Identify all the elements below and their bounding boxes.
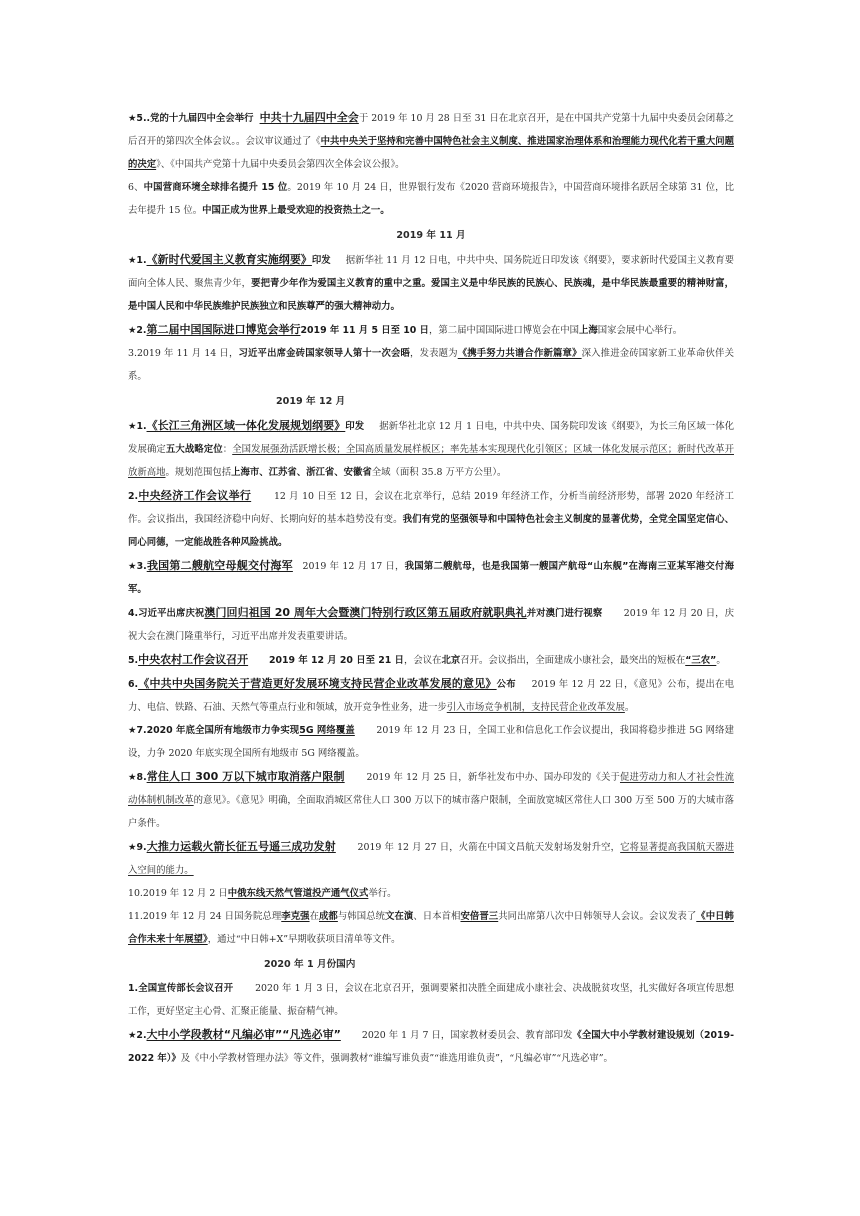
text-body-1: 2019 年 12 月 23 日，全国工业和信息化工作会议提出，我国将稳步推进 5G 网络建设，力争 2020 年底实现全国所有地级市 5G 网络覆盖。 (128, 725, 734, 759)
text-body-2: 及《中小学教材管理办法》等文件，强调教材“谁编写谁负责”“谁选用谁负责”，“凡编必审”“凡选必审”。 (180, 1053, 613, 1064)
text-bold-2: 《携手努力共谱合作新篇章》 (457, 348, 582, 359)
news-item (128, 484, 734, 554)
text-body-1: ，会议在 (403, 655, 442, 666)
text-bold-1: 五大战略定位 (165, 444, 223, 455)
text-bold-u: 5G 网络覆盖 (299, 725, 355, 736)
text-bold-1: 我国第二艘航母，也是我国第一艘国产航母“山东舰”在海南三亚某军港交付海军。 (128, 561, 735, 595)
news-item (128, 601, 734, 648)
text-num: 6、 (128, 182, 144, 193)
text-bold-u: “三农” (685, 655, 717, 666)
text-num: 2. (128, 491, 139, 502)
text-body-2: 》、《中国共产党第十九届中央委员会第四次全体会议公报》。 (156, 159, 405, 170)
document-page (128, 106, 734, 1070)
news-item (128, 719, 734, 765)
text-bold-1: 习近平出席金砖国家领导人第十一次会晤 (238, 348, 411, 359)
text-title: 澳门回归祖国 20 周年大会暨澳门特别行政区第五届政府就职典礼 (204, 606, 527, 619)
text-num: 1. (128, 983, 139, 994)
text-title: 《长江三角洲区域一体化发展规划纲要》 (146, 419, 346, 432)
text-title: 大中小学段教材“凡编必审”“凡选必审” (146, 1028, 341, 1041)
text-bold-2: 爱国主义是中华民族的民族心、民族魂，是中华民族最重要的精神财富，是中国人民和中华民族维护民族独立和民族尊严的强大精神动力。 (128, 278, 734, 312)
text-u-1: 它将显著提高我国航天器进入空间的能力。 (128, 842, 735, 876)
news-item (128, 977, 734, 1023)
text-num: ★7. (128, 725, 147, 736)
text-body-1: 2020 年 1 月 3 日，会议在北京召开，强调要紧扣决胜全面建成小康社会、决战脱贫攻坚，扎实做好各项宣传思想工作，更好坚定主心骨、汇聚正能量、振奋精气神。 (128, 983, 734, 1017)
text-body-3: 国家会展中心举行。 (597, 325, 683, 336)
text-body-1: 2019 年 11 月 14 日， (136, 348, 239, 359)
text-num: ★1. (128, 421, 147, 432)
section-heading-dec-2019: 2019 年 12 月 (276, 396, 346, 407)
text-title: 《新时代爱国主义教育实施纲要》 (146, 253, 312, 266)
text-num: ★1. (128, 255, 147, 266)
text-body-2: 在 (309, 911, 319, 922)
text-body-1: 2019 年 12 月 27 日，火箭在中国文昌航天发射场发射升空， (357, 842, 621, 853)
text-bold-1: 中国正成为世界上最受欢迎的投资热土之一。 (202, 205, 390, 216)
text-bold-1: 2019 年 12 月 20 日至 21 日 (268, 655, 404, 666)
text-body-2: ： (222, 444, 233, 455)
text-body-2: ，第二届中国国际进口博览会在中国 (428, 325, 579, 336)
text-bold-1: 文在演 (385, 911, 414, 922)
text-body-3: 。 (716, 655, 726, 666)
text-bold-1: 上海 (578, 325, 598, 336)
text-body-1: 2019 年 11 月 5 日至 10 日 (300, 325, 429, 336)
text-bold-u1: 李克强 (281, 911, 310, 922)
text-bold-1: 要把青少年作为爱国主义教育的重中之重。 (251, 278, 432, 289)
text-u-1: 全国发展强劲活跃增长极；全国高质量发展样板区；率先基本实现现代化引领区；区域一体化发展示范区；新时代改革开放新高地 (128, 444, 734, 478)
news-item (128, 672, 734, 719)
text-body-6: ，通过“中日韩+X”早期收获项目清单等文件。 (207, 934, 401, 945)
text-body-1: 2019 年 12 月 20 日，庆祝大会在澳门隆重举行，习近平出席并发表重要讲话。 (128, 608, 734, 642)
text-bold-u3: 安倍晋三 (460, 911, 499, 922)
text-body-1: 于 2019 年 10 月 28 日至 31 日在北京召开，是在中国共产党第十九届中央委员会闭幕之后召开的第四次全体会议。。会议审议通过了《 (128, 113, 734, 147)
news-item (128, 648, 734, 672)
news-item (128, 248, 734, 318)
text-title-suffix: 公布 (496, 679, 516, 690)
text-bold-u: 中俄东线天然气管道投产通气仪式 (227, 888, 369, 899)
text-body-3: 与韩国总统 (337, 911, 386, 922)
text-body-2: 举行。 (368, 888, 397, 899)
text-title-pre: 党的十九届四中全会举行 (150, 113, 254, 124)
text-body-1: 2019 年 12 月 17 日， (302, 561, 405, 572)
text-num: ★2. (128, 1030, 147, 1041)
text-body-1: 2019 年 12 月 2 日 (142, 888, 228, 899)
text-title: 常住人口 300 万以下城市取消落户限制 (146, 770, 345, 783)
news-item (128, 882, 734, 905)
text-title: 中央经济工作会议举行 (138, 489, 252, 502)
news-item (128, 765, 734, 835)
text-num: ★8. (128, 772, 147, 783)
text-bold-1: 《全国大中小学教材建设规划（2019-2022 年）》 (128, 1030, 734, 1064)
text-num: 6. (128, 679, 139, 690)
text-num: ★5.. (128, 113, 151, 124)
text-num: 11. (128, 911, 143, 922)
text-body-3: 深入推进金砖国家新工业革命伙伴关系。 (128, 348, 734, 382)
text-bold-u4: 《中日韩合作未来十年展望》 (128, 911, 734, 945)
text-bold-1: 2020 年底全国所有地级市力争实现 (146, 725, 300, 736)
text-body-2: 。 (624, 702, 635, 713)
text-title-pre: 中国营商环境全球排名提升 15 位 (143, 182, 288, 193)
text-body-1: 。2019 年 10 月 24 日，世界银行发布《2020 营商环境报告》，中国营商环境排名跃居全球第 31 位，比去年提升 15 位。 (128, 182, 735, 216)
text-body-1: 2019 年 12 月 24 日国务院总理 (142, 911, 282, 922)
text-title: 大推力运载火箭长征五号遥三成功发射 (146, 840, 336, 853)
text-title: 第二届中国国际进口博览会举行 (146, 323, 301, 336)
text-num: 5. (128, 655, 139, 666)
news-item (128, 835, 734, 882)
text-title-suffix: 并对澳门进行视察 (526, 608, 603, 619)
text-bold-title-1: 中共中央关于坚持和完善中国特色社会主义制度、推进国家治理体系和治理能力现代化若干重大问题的决定 (128, 136, 734, 170)
text-body-5: 共同出席第八次中日韩领导人会议。会议发表了 (498, 911, 697, 922)
news-item (128, 106, 734, 176)
text-bold-2: 上海市、江苏省、浙江省、安徽省 (231, 467, 372, 478)
news-item (128, 318, 734, 342)
text-body-1: 2019 年 12 月 25 日，新华社发布中办、国办印发的《关于 (366, 772, 620, 783)
news-item (128, 414, 734, 484)
text-title-suffix: 印发 (345, 421, 365, 432)
text-title-suffix: 印发 (311, 255, 331, 266)
text-body-1: 2020 年 1 月 7 日，国家教材委员会、教育部印发 (361, 1030, 573, 1041)
section-heading-nov-2019: 2019 年 11 月 (396, 230, 466, 241)
text-body-2: ，发表题为 (410, 348, 458, 359)
news-item (128, 554, 734, 601)
section-heading-jan-2020: 2020 年 1 月份国内 (264, 959, 356, 970)
text-body-1: 据新华社北京 12 月 1 日电，中共中央、国务院印发该《纲要》，为长三角区域一体化发展确定 (128, 421, 735, 455)
news-item (128, 905, 734, 951)
news-item (128, 176, 734, 222)
text-body-2: 召开。会议指出，全面建成小康社会，最突出的短板在 (460, 655, 686, 666)
text-num: ★2. (128, 325, 147, 336)
text-title: 全国宣传部长会议召开 (138, 983, 234, 994)
text-num: 10. (128, 888, 143, 899)
text-u-1: 促进劳动力和人才社会性流动体制机制改革 (128, 772, 734, 806)
text-num: ★9. (128, 842, 147, 853)
text-title: 中央农村工作会议召开 (138, 653, 249, 666)
text-bold-1: 我们有党的坚强领导和中国特色社会主义制度的显著优势，全党全国坚定信心、同心同德，一定能战胜各种风险挑战。 (128, 514, 734, 548)
text-body-1: 2019 年 12 月 22 日，《意见》公布，提出在电力、电信、铁路、石油、天然气等重点行业和领域，放开竞争性业务，进一步 (128, 679, 734, 713)
text-title: 我国第二艘航空母舰交付海军 (146, 559, 293, 572)
news-item (128, 1023, 734, 1070)
text-num: ★3. (128, 561, 147, 572)
text-body-4: 、日本首相 (413, 911, 461, 922)
text-u-1: 引入市场竞争机制，支持民营企业改革发展 (446, 702, 625, 713)
text-title: 中共十九届四中全会 (259, 111, 359, 124)
text-body-1: 12 月 10 日至 12 日，会议在北京举行，总结 2019 年经济工作，分析当前经济形势，部署 2020 年经济工作。会议指出，我国经济稳中向好、长期向好的基本趋势没有变。 (128, 491, 734, 525)
text-title: 《中共中央国务院关于营造更好发展环境支持民营企业改革发展的意见》 (138, 677, 497, 690)
text-body-1: 据新华社 11 月 12 日电，中共中央、国务院近日印发该《纲要》，要求新时代爱国主义教育要面向全体人民、聚焦青少年， (128, 255, 734, 289)
text-bold-u2: 成都 (319, 911, 338, 922)
text-title-pre: 习近平出席庆祝 (138, 608, 205, 619)
text-body-2: 的意见》。《意见》明确，全面取消城区常住人口 300 万以下的城市落户限制，全面放宽城区常住人口 300 万至 500 万的大城市落户条件。 (128, 795, 734, 829)
text-body-3: 。规划范围包括 (165, 467, 232, 478)
news-item (128, 342, 734, 388)
text-num: 3. (128, 348, 137, 359)
text-body-4: 全域（面积 35.8 万平方公里）。 (371, 467, 507, 478)
text-bold-2: 北京 (441, 655, 461, 666)
text-num: 4. (128, 608, 139, 619)
